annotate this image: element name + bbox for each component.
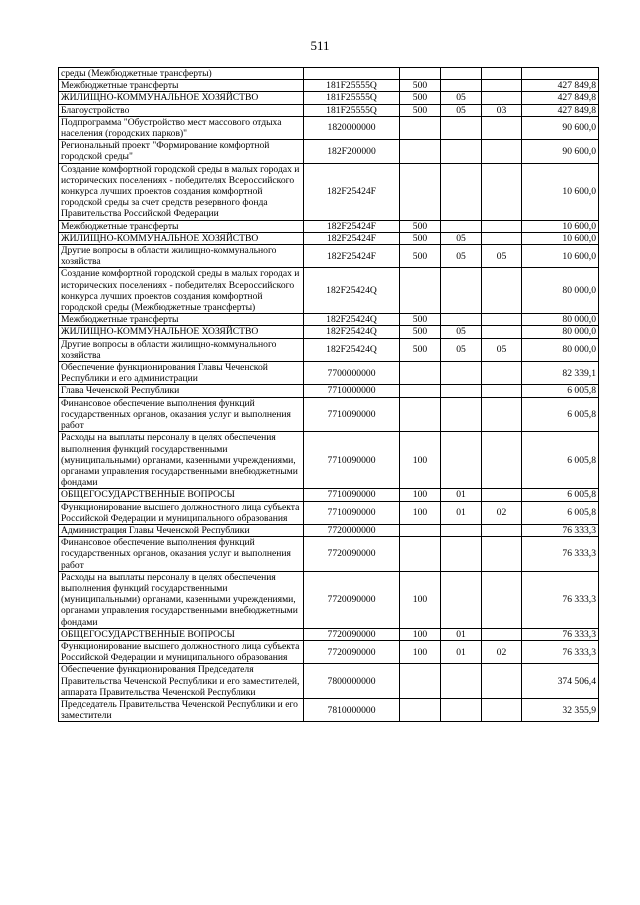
table-row — [59, 80, 599, 92]
row-name-cell: Функционирование высшего должностного лица субъекта Российской Федерации и муниципального образования — [59, 501, 304, 524]
section-cell — [441, 571, 482, 628]
target-code-cell — [304, 68, 400, 80]
target-code-cell: 7710090000 — [304, 432, 400, 489]
amount-cell: 82 339,1 — [522, 362, 599, 385]
section-cell — [441, 432, 482, 489]
target-code-cell: 182F25424Q — [304, 326, 400, 338]
amount-cell: 80 000,0 — [522, 326, 599, 338]
expense-type-cell — [400, 385, 441, 397]
amount-cell: 6 005,8 — [522, 385, 599, 397]
amount-cell: 76 333,3 — [522, 571, 599, 628]
section-cell: 01 — [441, 489, 482, 501]
target-code-cell: 7810000000 — [304, 698, 400, 721]
expense-type-cell: 500 — [400, 314, 441, 326]
subsection-cell — [482, 220, 522, 232]
expense-type-cell: 100 — [400, 571, 441, 628]
table-row — [59, 537, 599, 572]
subsection-cell — [482, 397, 522, 432]
expense-type-cell — [400, 116, 441, 139]
row-name-cell: Финансовое обеспечение выполнения функций государственных органов, оказания услуг и выполнения работ — [59, 537, 304, 572]
subsection-cell — [482, 140, 522, 163]
row-name-cell: Подпрограмма "Обустройство мест массового отдыха населения (городских парков)" — [59, 116, 304, 139]
target-code-cell: 181F25555Q — [304, 80, 400, 92]
subsection-cell — [482, 232, 522, 244]
row-name-cell: ОБЩЕГОСУДАРСТВЕННЫЕ ВОПРОСЫ — [59, 628, 304, 640]
section-cell: 05 — [441, 338, 482, 361]
table-row — [59, 571, 599, 628]
row-name-cell: Другие вопросы в области жилищно-коммунального хозяйства — [59, 338, 304, 361]
amount-cell: 10 600,0 — [522, 245, 599, 268]
row-name-cell: ЖИЛИЩНО-КОММУНАЛЬНОЕ ХОЗЯЙСТВО — [59, 92, 304, 104]
row-name-cell: ОБЩЕГОСУДАРСТВЕННЫЕ ВОПРОСЫ — [59, 489, 304, 501]
section-cell — [441, 385, 482, 397]
amount-cell: 374 506,4 — [522, 664, 599, 699]
target-code-cell: 182F25424F — [304, 245, 400, 268]
row-name-cell: Межбюджетные трансферты — [59, 80, 304, 92]
amount-cell: 10 600,0 — [522, 163, 599, 220]
amount-cell: 76 333,3 — [522, 640, 599, 663]
section-cell — [441, 664, 482, 699]
table-row — [59, 501, 599, 524]
target-code-cell: 182F25424Q — [304, 338, 400, 361]
table-row — [59, 220, 599, 232]
section-cell: 01 — [441, 640, 482, 663]
budget-table-body — [59, 68, 599, 722]
expense-type-cell: 500 — [400, 232, 441, 244]
target-code-cell: 7700000000 — [304, 362, 400, 385]
table-row — [59, 116, 599, 139]
expense-type-cell — [400, 537, 441, 572]
row-name-cell: Администрация Главы Чеченской Республики — [59, 524, 304, 536]
row-name-cell: Обеспечение функционирования Председателя Правительства Чеченской Республики и его заместителей, аппарата Правительства Чеченской Республики — [59, 664, 304, 699]
amount-cell: 427 849,8 — [522, 80, 599, 92]
row-name-cell: Другие вопросы в области жилищно-коммунального хозяйства — [59, 245, 304, 268]
table-row — [59, 397, 599, 432]
expense-type-cell — [400, 140, 441, 163]
row-name-cell: Функционирование высшего должностного лица субъекта Российской Федерации и муниципального образования — [59, 640, 304, 663]
amount-cell: 80 000,0 — [522, 314, 599, 326]
section-cell — [441, 537, 482, 572]
subsection-cell — [482, 80, 522, 92]
row-name-cell: Межбюджетные трансферты — [59, 314, 304, 326]
target-code-cell: 7720000000 — [304, 524, 400, 536]
expense-type-cell — [400, 268, 441, 314]
table-row — [59, 68, 599, 80]
subsection-cell — [482, 571, 522, 628]
section-cell — [441, 397, 482, 432]
amount-cell: 90 600,0 — [522, 140, 599, 163]
target-code-cell: 182F25424Q — [304, 268, 400, 314]
section-cell: 05 — [441, 104, 482, 116]
expense-type-cell: 100 — [400, 501, 441, 524]
table-row — [59, 640, 599, 663]
table-row — [59, 314, 599, 326]
amount-cell: 80 000,0 — [522, 268, 599, 314]
table-row — [59, 104, 599, 116]
target-code-cell: 182F25424F — [304, 220, 400, 232]
amount-cell: 90 600,0 — [522, 116, 599, 139]
table-row — [59, 362, 599, 385]
row-name-cell: Создание комфортной городской среды в малых городах и исторических поселениях - победителях Всероссийского конкурса лучших проектов создания комфортной городской среды (Межбюджетные трансферты) — [59, 268, 304, 314]
row-name-cell: Межбюджетные трансферты — [59, 220, 304, 232]
section-cell — [441, 698, 482, 721]
subsection-cell — [482, 524, 522, 536]
amount-cell: 10 600,0 — [522, 220, 599, 232]
expense-type-cell: 500 — [400, 245, 441, 268]
subsection-cell — [482, 628, 522, 640]
target-code-cell: 1820000000 — [304, 116, 400, 139]
section-cell — [441, 116, 482, 139]
row-name-cell: Обеспечение функционирования Главы Чеченской Республики и его администрации — [59, 362, 304, 385]
target-code-cell: 181F25555Q — [304, 92, 400, 104]
target-code-cell: 7720090000 — [304, 640, 400, 663]
row-name-cell: Глава Чеченской Республики — [59, 385, 304, 397]
target-code-cell: 7720090000 — [304, 537, 400, 572]
amount-cell: 80 000,0 — [522, 338, 599, 361]
target-code-cell: 181F25555Q — [304, 104, 400, 116]
section-cell: 05 — [441, 326, 482, 338]
section-cell — [441, 220, 482, 232]
expense-type-cell: 500 — [400, 92, 441, 104]
section-cell: 01 — [441, 501, 482, 524]
row-name-cell: Председатель Правительства Чеченской Республики и его заместители — [59, 698, 304, 721]
subsection-cell — [482, 489, 522, 501]
subsection-cell — [482, 362, 522, 385]
table-row — [59, 245, 599, 268]
expense-type-cell: 100 — [400, 640, 441, 663]
subsection-cell — [482, 537, 522, 572]
expense-type-cell: 100 — [400, 489, 441, 501]
subsection-cell: 02 — [482, 640, 522, 663]
target-code-cell: 7720090000 — [304, 571, 400, 628]
expense-type-cell: 100 — [400, 628, 441, 640]
target-code-cell: 182F25424F — [304, 163, 400, 220]
table-row — [59, 524, 599, 536]
section-cell — [441, 362, 482, 385]
subsection-cell — [482, 268, 522, 314]
target-code-cell: 7800000000 — [304, 664, 400, 699]
row-name-cell: ЖИЛИЩНО-КОММУНАЛЬНОЕ ХОЗЯЙСТВО — [59, 232, 304, 244]
row-name-cell: Региональный проект "Формирование комфортной городской среды" — [59, 140, 304, 163]
expense-type-cell — [400, 362, 441, 385]
table-row — [59, 140, 599, 163]
table-row — [59, 628, 599, 640]
amount-cell: 76 333,3 — [522, 628, 599, 640]
table-row — [59, 432, 599, 489]
target-code-cell: 7710090000 — [304, 501, 400, 524]
expense-type-cell: 500 — [400, 104, 441, 116]
expense-type-cell: 500 — [400, 338, 441, 361]
amount-cell: 10 600,0 — [522, 232, 599, 244]
target-code-cell: 182F200000 — [304, 140, 400, 163]
table-row — [59, 163, 599, 220]
row-name-cell: Расходы на выплаты персоналу в целях обеспечения выполнения функций государственными (муниципальными) органами, казенными учреждениями, органами управления государственными внебюджетными фондами — [59, 571, 304, 628]
amount-cell — [522, 68, 599, 80]
subsection-cell — [482, 68, 522, 80]
expense-type-cell — [400, 698, 441, 721]
budget-table — [58, 67, 599, 722]
section-cell — [441, 268, 482, 314]
subsection-cell — [482, 432, 522, 489]
table-row — [59, 92, 599, 104]
amount-cell: 32 355,9 — [522, 698, 599, 721]
table-row — [59, 326, 599, 338]
subsection-cell — [482, 314, 522, 326]
subsection-cell: 05 — [482, 245, 522, 268]
subsection-cell — [482, 116, 522, 139]
target-code-cell: 7710000000 — [304, 385, 400, 397]
expense-type-cell — [400, 524, 441, 536]
section-cell — [441, 314, 482, 326]
subsection-cell — [482, 163, 522, 220]
section-cell: 05 — [441, 92, 482, 104]
row-name-cell: Создание комфортной городской среды в малых городах и исторических поселениях - победителях Всероссийского конкурса лучших проектов создания комфортной городской среды за счет средств резервного фонда Правительства Российской Федерации — [59, 163, 304, 220]
subsection-cell — [482, 92, 522, 104]
row-name-cell: среды (Межбюджетные трансферты) — [59, 68, 304, 80]
amount-cell: 6 005,8 — [522, 432, 599, 489]
expense-type-cell: 100 — [400, 432, 441, 489]
amount-cell: 6 005,8 — [522, 501, 599, 524]
table-row — [59, 268, 599, 314]
subsection-cell — [482, 664, 522, 699]
row-name-cell: ЖИЛИЩНО-КОММУНАЛЬНОЕ ХОЗЯЙСТВО — [59, 326, 304, 338]
target-code-cell: 7710090000 — [304, 397, 400, 432]
section-cell — [441, 80, 482, 92]
expense-type-cell: 500 — [400, 220, 441, 232]
expense-type-cell: 500 — [400, 326, 441, 338]
amount-cell: 6 005,8 — [522, 397, 599, 432]
expense-type-cell — [400, 68, 441, 80]
target-code-cell: 182F25424F — [304, 232, 400, 244]
amount-cell: 427 849,8 — [522, 104, 599, 116]
subsection-cell — [482, 385, 522, 397]
subsection-cell: 03 — [482, 104, 522, 116]
table-row — [59, 338, 599, 361]
expense-type-cell — [400, 397, 441, 432]
target-code-cell: 182F25424Q — [304, 314, 400, 326]
section-cell: 05 — [441, 245, 482, 268]
table-row — [59, 385, 599, 397]
section-cell — [441, 524, 482, 536]
expense-type-cell — [400, 664, 441, 699]
amount-cell: 76 333,3 — [522, 537, 599, 572]
subsection-cell — [482, 698, 522, 721]
row-name-cell: Финансовое обеспечение выполнения функций государственных органов, оказания услуг и выполнения работ — [59, 397, 304, 432]
section-cell — [441, 140, 482, 163]
expense-type-cell: 500 — [400, 80, 441, 92]
page-number: 511 — [310, 38, 330, 53]
section-cell: 01 — [441, 628, 482, 640]
subsection-cell — [482, 326, 522, 338]
section-cell — [441, 163, 482, 220]
subsection-cell: 05 — [482, 338, 522, 361]
row-name-cell: Благоустройство — [59, 104, 304, 116]
amount-cell: 76 333,3 — [522, 524, 599, 536]
subsection-cell: 02 — [482, 501, 522, 524]
table-row — [59, 698, 599, 721]
table-row — [59, 664, 599, 699]
section-cell — [441, 68, 482, 80]
target-code-cell: 7710090000 — [304, 489, 400, 501]
target-code-cell: 7720090000 — [304, 628, 400, 640]
table-row — [59, 232, 599, 244]
table-row — [59, 489, 599, 501]
row-name-cell: Расходы на выплаты персоналу в целях обеспечения выполнения функций государственными (муниципальными) органами, казенными учреждениями, органами управления государственными внебюджетными фондами — [59, 432, 304, 489]
expense-type-cell — [400, 163, 441, 220]
section-cell: 05 — [441, 232, 482, 244]
amount-cell: 427 849,8 — [522, 92, 599, 104]
amount-cell: 6 005,8 — [522, 489, 599, 501]
